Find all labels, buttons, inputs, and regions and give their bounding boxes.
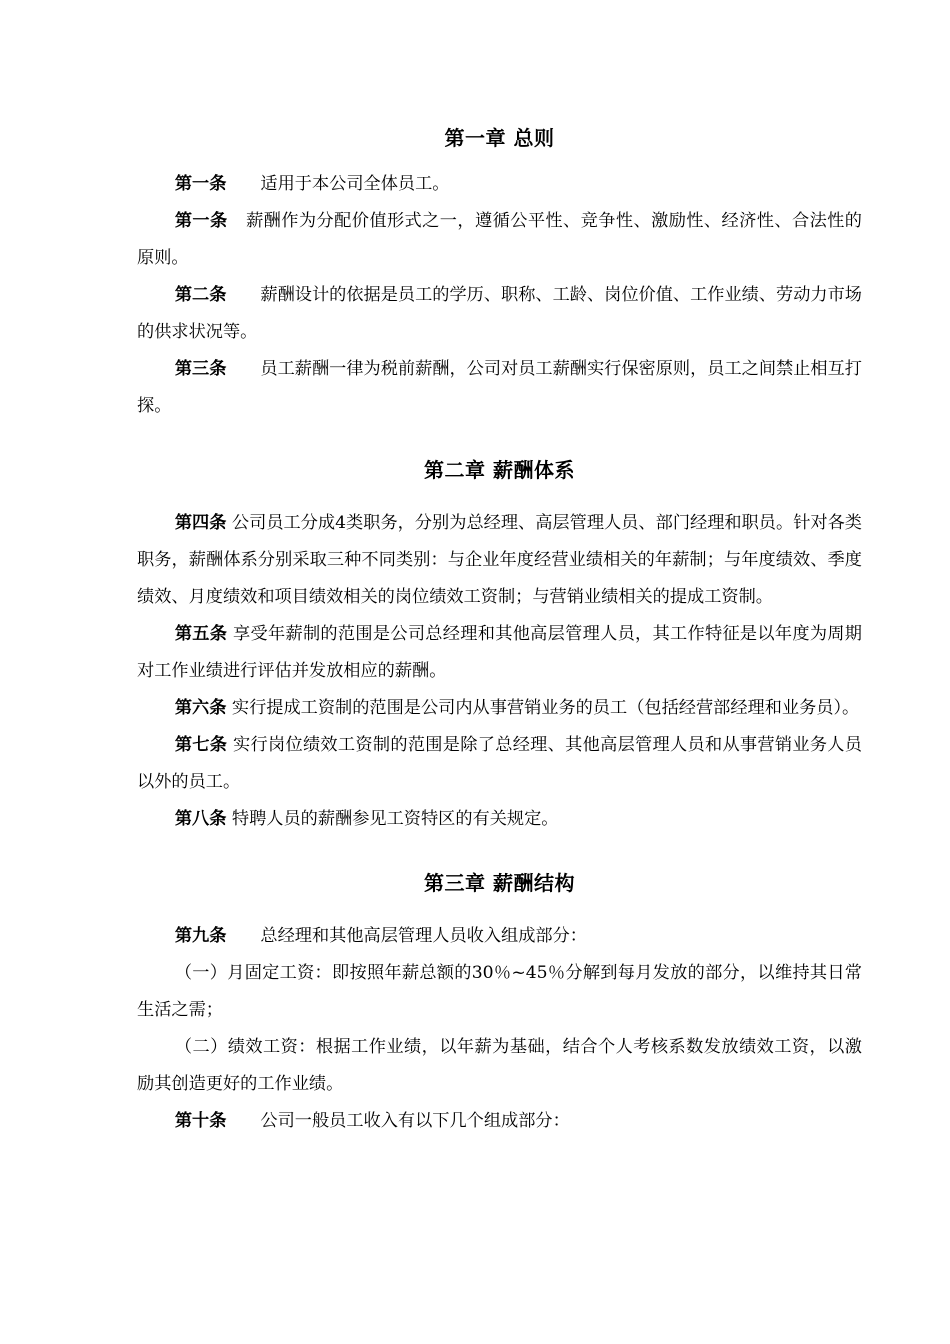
article-paragraph bbox=[137, 203, 862, 277]
article-text: 员工薪酬一律为税前薪酬，公司对员工薪酬实行保密原则，员工之间禁止相互打探。 bbox=[137, 359, 862, 416]
article-text: 实行提成工资制的范围是公司内从事营销业务的员工（包括经营部经理和业务员）。 bbox=[231, 698, 860, 718]
article-label: 第四条 bbox=[174, 513, 227, 533]
article-text: 薪酬作为分配价值形式之一，遵循公平性、竞争性、激励性、经济性、合法性的原则。 bbox=[137, 211, 862, 268]
chapter-title: 第一章 总则 bbox=[444, 126, 555, 150]
article-label: 第十条 bbox=[174, 1111, 227, 1131]
article-paragraph bbox=[137, 166, 862, 203]
article-text: 公司一般员工收入有以下几个组成部分： bbox=[260, 1111, 570, 1131]
article-label: 第八条 bbox=[174, 809, 227, 829]
article-text: 享受年薪制的范围是公司总经理和其他高层管理人员，其工作特征是以年度为周期对工作业绩进行评估并发放相应的薪酬。 bbox=[137, 624, 862, 681]
sub-item-paragraph bbox=[137, 1029, 862, 1103]
article-text: 特聘人员的薪酬参见工资特区的有关规定。 bbox=[231, 809, 559, 829]
article-label: 第一条 bbox=[174, 211, 228, 231]
article-label: 第九条 bbox=[174, 926, 227, 946]
sub-item-text: （一）月固定工资：即按照年薪总额的30％~45％分解到每月发放的部分，以维持其日常生活之需； bbox=[137, 963, 862, 1020]
article-label: 第三条 bbox=[174, 359, 227, 379]
sub-item-text: （二）绩效工资：根据工作业绩，以年薪为基础，结合个人考核系数发放绩效工资，以激励其创造更好的工作业绩。 bbox=[137, 1037, 862, 1094]
article-paragraph bbox=[137, 351, 862, 425]
article-paragraph bbox=[137, 1103, 862, 1140]
article-paragraph bbox=[137, 505, 862, 616]
article-label: 第一条 bbox=[174, 174, 227, 194]
article-label: 第六条 bbox=[174, 698, 227, 718]
article-paragraph bbox=[137, 727, 862, 801]
article-text: 总经理和其他高层管理人员收入组成部分： bbox=[260, 926, 587, 946]
article-paragraph bbox=[137, 277, 862, 351]
chapter-title: 第二章 薪酬体系 bbox=[424, 458, 575, 482]
chapter-title: 第三章 薪酬结构 bbox=[424, 871, 575, 895]
sub-item-paragraph bbox=[137, 955, 862, 1029]
article-paragraph bbox=[137, 690, 862, 727]
article-text: 适用于本公司全体员工。 bbox=[260, 174, 450, 194]
article-text: 公司员工分成4类职务，分别为总经理、高层管理人员、部门经理和职员。针对各类职务，薪酬体系分别采取三种不同类别：与企业年度经营业绩相关的年薪制；与年度绩效、季度绩效、月度绩效和项目绩效相关的岗位绩效工资制；与营销业绩相关的提成工资制。 bbox=[137, 513, 862, 607]
article-label: 第二条 bbox=[174, 285, 227, 305]
document-body bbox=[137, 118, 862, 1140]
article-label: 第五条 bbox=[174, 624, 228, 644]
article-paragraph bbox=[137, 616, 862, 690]
article-text: 实行岗位绩效工资制的范围是除了总经理、其他高层管理人员和从事营销业务人员以外的员工。 bbox=[137, 735, 862, 792]
article-label: 第七条 bbox=[174, 735, 228, 755]
article-paragraph bbox=[137, 918, 862, 955]
article-paragraph bbox=[137, 801, 862, 838]
article-text: 薪酬设计的依据是员工的学历、职称、工龄、岗位价值、工作业绩、劳动力市场的供求状况等。 bbox=[137, 285, 862, 342]
